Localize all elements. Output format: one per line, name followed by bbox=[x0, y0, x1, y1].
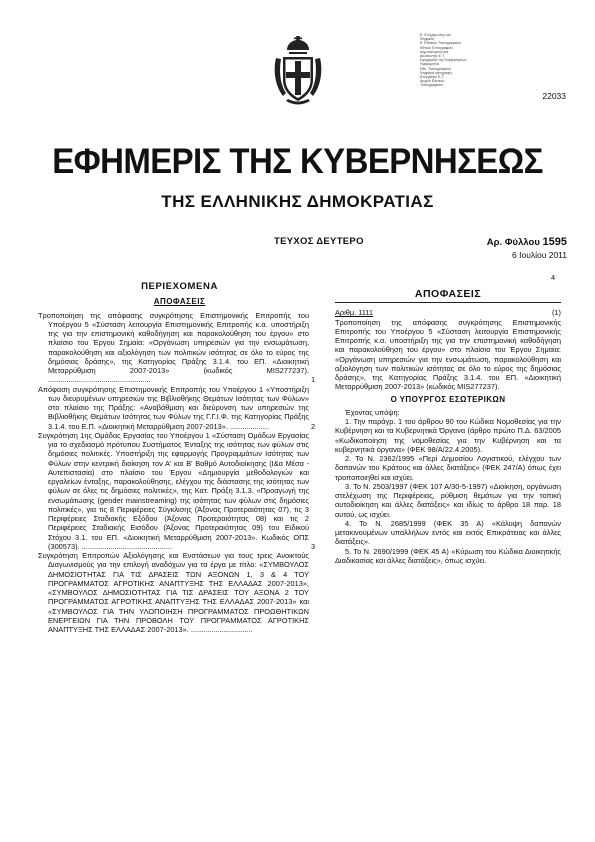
decision-intro: Έχοντας υπόψη: bbox=[345, 407, 400, 417]
decision-title: Τροποποίηση της απόφασης συγκρότησης Επιστημονικής Επιτροπής του Υποέργου 5 «Σύσταση λειτουργία Επιστημονικής Επιτροπής κ.α. υποστήριξη της για την επιστημονική καθοδήγηση και παρακολούθηση του έργου» στο πλαίσιο του Έργου Σημαία: «Οργάνωση υπηρεσιών για την ενσωμάτωση, παρακολούθηση και αξιολόγηση των πολιτικών ισότητας σε όλο το εύρος της δημόσιας δράσης», της Κατηγορίας Πράξης 3.1.4. του ΕΠ. «Διοικητική Μεταρρύθμιση 2007-2013» (κωδικός ΜΙS277237). bbox=[335, 317, 561, 392]
issue-date: 6 Ιουλίου 2011 bbox=[512, 250, 567, 260]
gazette-title: ΕΦΗΜΕΡΙΣ ΤΗΣ ΚΥΒΕΡΝΗΣΕΩΣ bbox=[52, 140, 543, 181]
stamp-line: Δημοσιεύματα και bbox=[420, 49, 449, 54]
greek-coat-of-arms-emblem bbox=[273, 36, 323, 108]
decision-ref: (1) bbox=[551, 308, 561, 318]
toc-heading: ΠΕΡΙΕΧΟΜΕΝΑ bbox=[141, 281, 218, 292]
stamp-line: Ε. Εθνικού Τυπογραφείου bbox=[420, 41, 461, 46]
toc-entry[interactable]: Απόφαση συγκρότησης Επιστημονικής Επιτροπής του Υποέργου 1 «Υποστήριξη των διευρυμένων υπηρεσιών της Βιβλιοθήκης Θεμάτων Ισότητας των Φύλων» στο πλαίσιο της Πράξης: «Αναβάθμιση και διεύρυνση των υπηρεσιών της Βιβλιοθήκης Θεμάτων Ισότητας των Φύλων της Γ.Γ.Ι.Φ. της Κατηγορίας Πράξης 3.1.4. του Ε.Π. «Διοικητική Μεταρρύθμιση 2007-2013». ................... 2 bbox=[38, 384, 316, 431]
stamp-line: Ψηφιακή υπογραφή bbox=[420, 70, 452, 75]
stamp-line: Ημερομηνία bbox=[420, 62, 440, 67]
decisions-heading: ΑΠΟΦΑΣΕΙΣ bbox=[335, 290, 561, 303]
decision-number-row bbox=[335, 308, 561, 317]
ministry-heading: Ο ΥΠΟΥΡΓΟΣ ΕΣΩΤΕΡΙΚΩΝ bbox=[390, 394, 506, 404]
decision-number: Αριθμ. 1111 bbox=[335, 308, 374, 318]
stamp-line: Εφημερίδα της Κυβερνήσεως bbox=[420, 58, 467, 63]
decision-item: 4. Το Ν. 2685/1999 (ΦΕΚ 35 Α) «Κάλυψη δαπανών μετακινουμένων υπαλλήλων εντός και εκτός Επικράτειας και άλλες διατάξεις». bbox=[335, 518, 561, 547]
stamp-line: Τυπογραφείου bbox=[420, 83, 443, 88]
gazette-subtitle: ΤΗΣ ΕΛΛΗΝΙΚΗΣ ΔΗΜΟΚΡΑΤΙΑΣ bbox=[161, 192, 434, 211]
stamp-line: Ψηφιακή bbox=[420, 37, 435, 42]
digital-signature-stamp bbox=[420, 33, 486, 88]
toc-entry-text: Συγκρότηση 1ης Ομάδας Εργασίας του Υποέργου 1 «Σύσταση Ομάδων Εργασίας για το σχεδιασμό πρότυπου Συστήματος Ένταξης της ισότητας των φύλων στις δημόσιες πολιτικές. Υποστήριξη της εφαρμογής Προγραμμάτων Ισότητας των Φύλων στην κεντρική διοίκηση τον Α' και Β' Βαθμό Αυτοδιοίκησης (Ι&α Μέσα - Αυτεπιστασία) στο πλαίσιο του Έργου «Δημιουργία μεθοδολογιών και εργαλείων ένταξης, παρακολούθησης, ελέγχου της διάστασης της ισότητας των φύλων σε όλες τις δημόσιες πολιτικές», της Κατ. Πράξη 3.1.3. «Προαγωγή της ενσωμάτωσης (gender mainstreaming) της ισότητας των φύλων στις δημόσιες πολιτικές», για τις 8 Περιφέρειες Σύγκλισης (Άξονας Προτεραιότητας 07), τις 3 Περιφέρειες Σταδιακής Εξόδου (Άξονας Προτεραιότητας 08) και τις 2 Περιφέρειες Σταδιακής Εισόδου (Άξονας Προτεραιότητας 09) του Ειδικού Στόχου 3.1. του ΕΠ. «Διοικητική Μεταρρύθμιση 2007-2013». Κωδικός ΟΠΣ (300573). ............................................ bbox=[38, 430, 309, 551]
toc-entry-text: Απόφαση συγκρότησης Επιστημονικής Επιτροπής του Υποέργου 1 «Υποστήριξη των διευρυμένων υπηρεσιών της Βιβλιοθήκης Θεμάτων Ισότητας των Φύλων» στο πλαίσιο της Πράξης: «Αναβάθμιση και διεύρυνση των υπηρεσιών της Βιβλιοθήκης Θεμάτων Ισότητας των Φύλων της Γ.Γ.Ι.Φ. της Κατηγορίας Πράξης 3.1.4. του Ε.Π. «Διοικητική Μεταρρύθμιση 2007-2013». ................... bbox=[38, 384, 309, 431]
toc-entry[interactable]: Τροποποίηση της απόφασης συγκρότησης Επιστημονικής Επιτροπής του Υποέργου 5 «Σύσταση λειτουργία Επιστημονικής Επιτροπής κ.α. υποστήριξη της για την επιστημονική καθοδήγηση και παρακολούθηση του έργου» στο πλαίσιο του Έργου Σημαία: «Οργάνωση υπηρεσιών για την ενσωμάτωση, παρακολούθηση και αξιολόγηση των πολιτικών ισότητας σε όλο το εύρος της δημόσιας δράσης», της Κατηγορίας Πράξης 3.1.4. του ΕΠ. «Διοικητική Μεταρρύθμιση 2007-2013» (κωδικός ΜΙS277237). .................................................. 1 bbox=[38, 310, 316, 385]
stamp-line: Εθνικό Τυπογραφείο bbox=[420, 45, 453, 50]
toc-entry-text: Τροποποίηση της απόφασης συγκρότησης Επιστημονικής Επιτροπής του Υποέργου 5 «Σύσταση λειτουργία Επιστημονικής Επιτροπής κ.α. υποστήριξη της για την επιστημονική καθοδήγηση και παρακολούθηση του έργου» στο πλαίσιο του Έργου Σημαία: «Οργάνωση υπηρεσιών για την ενσωμάτωση, παρακολούθηση και αξιολόγηση των πολιτικών ισότητας σε όλο το εύρος της δημόσιας δράσης», της Κατηγορίας Πράξης 3.1.4. του ΕΠ. «Διοικητική Μεταρρύθμιση 2007-2013» (κωδικός ΜΙS277237). .................................................. bbox=[38, 310, 309, 385]
toc-entry[interactable] bbox=[38, 551, 321, 634]
issue-series: ΤΕΥΧΟΣ ΔΕΥΤΕΡΟ bbox=[274, 236, 364, 247]
toc-column bbox=[38, 279, 321, 634]
decision-item: 3. Το Ν. 2503/1997 (ΦΕΚ 107 Α/30-5-1997) «Διοίκηση, οργάνωση στελέχωση της Περιφέρειας, ρύθμιση θεμάτων για την τοπική αυτοδιοίκηση και άλλες διατάξεις» και ιδίως το άρθρο 18 παρ. 18 αυτού, ως ισχύει. bbox=[335, 481, 561, 519]
decision-item: 5. Το Ν. 2690/1999 (ΦΕΚ 45 Α) «Κύρωση του Κώδικα Διοικητικής Διαδικασίας και άλλες διατάξεις», όπως ισχύει. bbox=[335, 546, 561, 565]
decision-item: 2. Το Ν. 2362/1995 «Περί Δημοσίου Λογιστικού, ελέγχου των δαπανών του Κράτους και άλλες διατάξεις» (ΦΕΚ 247/Α) όπως έχει τροποποιηθεί και ισχύει. bbox=[335, 454, 561, 482]
toc-entry[interactable]: Συγκρότηση 1ης Ομάδας Εργασίας του Υποέργου 1 «Σύσταση Ομάδων Εργασίας για το σχεδιασμό πρότυπου Συστήματος Ένταξης της ισότητας των φύλων στις δημόσιες πολιτικές. Υποστήριξη της εφαρμογής Προγραμμάτων Ισότητας των Φύλων στην κεντρική διοίκηση τον Α' και Β' Βαθμό Αυτοδιοίκησης (Ι&α Μέσα - Αυτεπιστασία) στο πλαίσιο του Έργου «Δημιουργία μεθοδολογιών και εργαλείων ένταξης, παρακολούθησης, ελέγχου της διάστασης της ισότητας των φύλων σε όλες τις δημόσιες πολιτικές», της Κατ. Πράξη 3.1.3. «Προαγωγή της ενσωμάτωσης (gender mainstreaming) της ισότητας των φύλων στις δημόσιες πολιτικές», για τις 8 Περιφέρειες Σύγκλισης (Άξονας Προτεραιότητας 07), τις 3 Περιφέρειες Σταδιακής Εξόδου (Άξονας Προτεραιότητας 08) και τις 2 Περιφέρειες Σταδιακής Εισόδου (Άξονας Προτεραιότητας 09) του Ειδικού Στόχου 3.1. του ΕΠ. «Διοικητική Μεταρρύθμιση 2007-2013». Κωδικός ΟΠΣ (300573). ............................................ 3 bbox=[38, 430, 316, 551]
decision-item: 1. Την παράγρ. 1 του άρθρου 90 του Κώδικα Νομοθεσίας για την Κυβέρνηση και τα Κυβερνητικά Όργανα (άρθρο πρώτο Π.Δ. 63/2005 «Κωδικοποίηση της νομοθεσίας για την Κυβέρνηση και τα κυβερνητικά όργανα» (ΦΕΚ 98/Α/22.4.2005). bbox=[335, 417, 561, 454]
stamp-line: Αρχείο Εθνικού bbox=[420, 79, 445, 84]
toc-entry-text: Συγκρότηση Επιτροπών Αξιολόγησης και Ενστάσεων για τους τρεις Ανοικτούς Διαγωνισμούς για την επιλογή αναδόχων για τα έργα με τίτλο: «ΣΥΜΒΟΥΛΟΣ ΔΗΜΟΣΙΟΤΗΤΑΣ ΓΙΑ ΤΙΣ ΔΡΑΣΕΙΣ ΤΩΝ ΑΞΟΝΩΝ 1, 3 & 4 ΤΟΥ ΠΡΟΓΡΑΜΜΑΤΟΣ ΑΓΡΟΤΙΚΗΣ ΑΝΑΠΤΥΞΗΣ ΤΗΣ ΕΛΛΑΔΑΣ 2007-2013», «ΣΥΜΒΟΥΛΟΣ ΔΗΜΟΣΙΟΤΗΤΑΣ ΓΙΑ ΤΙΣ ΔΡΑΣΕΙΣ ΤΟΥ ΑΞΟΝΑ 2 ΤΟΥ ΠΡΟΓΡΑΜΜΑΤΟΣ ΑΓΡΟΤΙΚΗΣ ΑΝΑΠΤΥΞΗΣ ΤΗΣ ΕΛΛΑΔΑΣ 2007-2013» και «ΣΥΜΒΟΥΛΟΣ ΓΙΑ ΤΗΝ ΥΛΟΠΟΙΗΣΗ ΠΡΟΓΡΑΜΜΑΤΟΣ ΠΡΟΩΘΗΤΙΚΩΝ ΕΝΕΡΓΕΙΩΝ ΓΙΑ ΤΗΝ ΠΡΟΒΟΛΗ ΤΟΥ ΠΡΟΓΡΑΜΜΑΤΟΣ ΑΓΡΟΤΙΚΗΣ ΑΝΑΠΤΥΞΗΣ ΤΗΣ ΕΛΛΑΔΑΣ 2007-2013». .............................. bbox=[38, 551, 309, 634]
sheet-number bbox=[487, 236, 567, 248]
stamp-line: Ε. Ενημέρωσης και bbox=[420, 33, 451, 37]
toc-section-heading: ΑΠΟΦΑΣΕΙΣ bbox=[153, 297, 206, 307]
decisions-column: 4 ΑΠΟΦΑΣΕΙΣ Αριθμ. 1111 (1) Τροποποίηση της απόφασης συγκρότησης Επιστημονικής Επιτροπής του Υποέργου 5 «Σύσταση λειτουργία Επιστημονικής Επιτροπής κ.α. υποστήριξη της για την επιστημονική καθοδήγηση και παρακολούθηση του έργου» στο πλαίσιο του Έργου Σημαία: «Οργάνωση υπηρεσιών για την ενσωμάτωση, παρακολούθηση και αξιολόγηση των πολιτικών ισότητας σε όλο το εύρος της δημόσιας δράσης», της Κατηγορίας Πράξης 3.1.4. του ΕΠ. «Διοικητική Μεταρρύθμιση 2007-2013» (κωδικός ΜΙS277237). Ο ΥΠΟΥΡΓΟΣ ΕΣΩΤΕΡΙΚΩΝ Έχοντας υπόψη: 1. Την παράγρ. 1 του άρθρου 90 του Κώδικα Νομοθεσίας για την Κυβέρνηση και τα Κυβερνητικά Όργανα (άρθρο πρώτο Π.Δ. 63/2005 «Κωδικοποίηση της νομοθεσίας για την Κυβέρνηση και τα κυβερνητικά όργανα» (ΦΕΚ 98/Α/22.4.2005). 2. Το Ν. 2362/1995 «Περί Δημοσίου Λογιστικού, ελέγχου των δαπανών του Κράτους και άλλες διατάξεις» (ΦΕΚ 247/Α) όπως έχει τροποποιηθεί και ισχύει. 3. Το Ν. 2503/1997 (ΦΕΚ 107 Α/30-5-1997) «Διοίκηση, οργάνωση στελέχωση της Περιφέρειας, ρύθμιση θεμάτων για την τοπική αυτοδιοίκηση και άλλες διατάξεις» και ιδίως το άρθρο 18 παρ. 18 αυτού, ως ισχύει. 4. Το Ν. 2685/1999 (ΦΕΚ 35 Α) «Κάλυψη δαπανών μετακινουμένων υπαλλήλων εντός και εκτός Επικράτειας και άλλες διατάξεις». 5. Το Ν. 2690/1999 (ΦΕΚ 45 Α) «Κύρωση του Κώδικα Διοικητικής Διαδικασίας και άλλες διατάξεις», όπως ισχύει. bbox=[335, 272, 561, 565]
sheet-number-value: 1595 bbox=[542, 236, 567, 248]
page-number: 22033 bbox=[542, 91, 566, 101]
stamp-line: Εθν. Τυπογραφείου bbox=[420, 66, 452, 71]
stamp-line: Ελέγχθηκε Ε.Τ. bbox=[420, 75, 445, 80]
stamp-line: Διευθυντής Ε.Τ. bbox=[420, 54, 445, 59]
sheet-label: Αρ. Φύλλου bbox=[486, 237, 540, 248]
